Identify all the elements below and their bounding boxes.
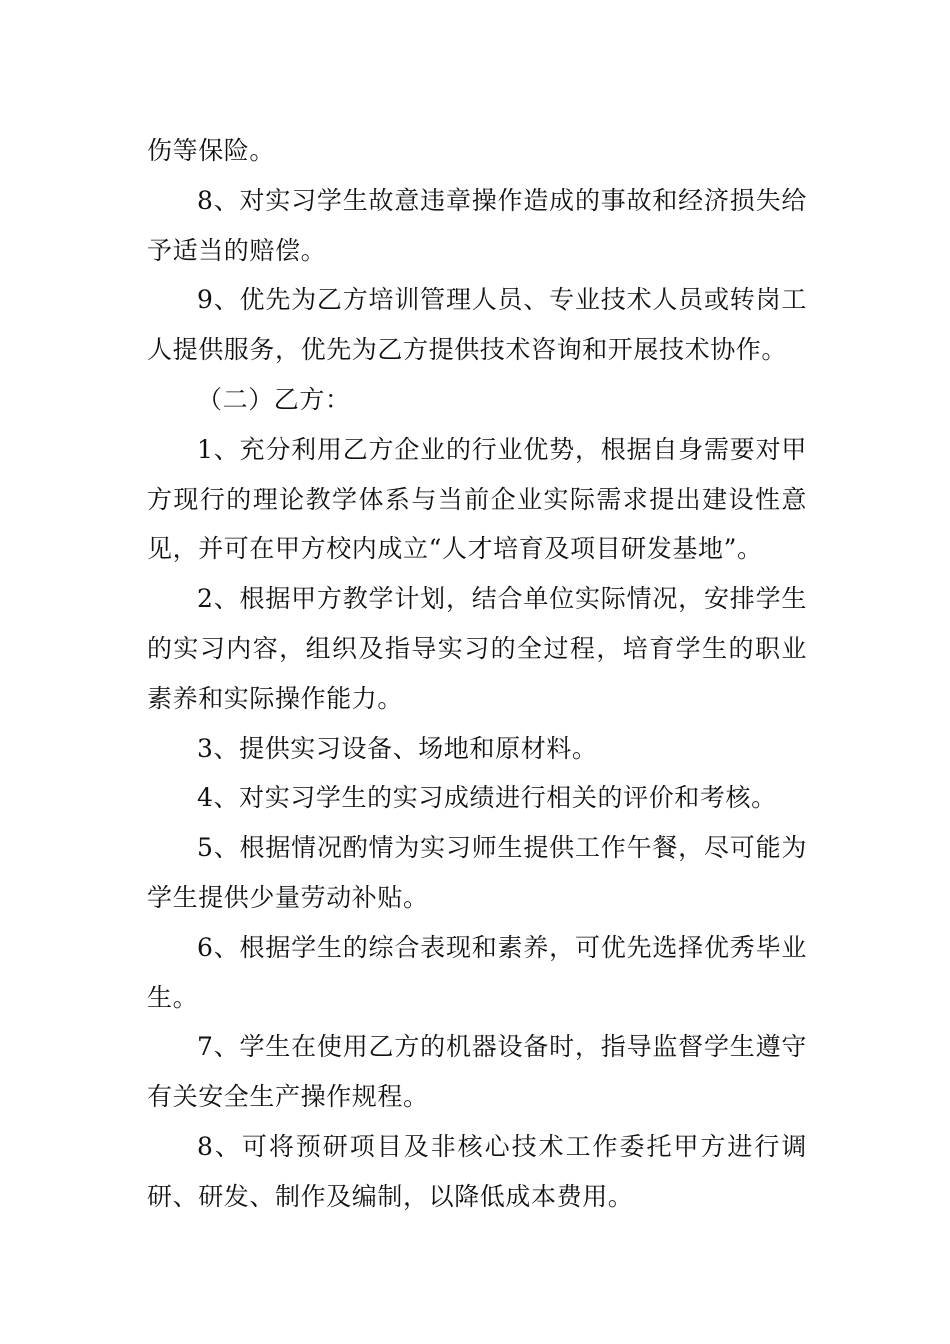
paragraph-party-b-item-6: 6、根据学生的综合表现和素养，可优先选择优秀毕业生。 bbox=[147, 932, 807, 1012]
paragraph-party-a-item-9: 9、优先为乙方培训管理人员、专业技术人员或转岗工人提供服务，优先为乙方提供技术咨询和开展技术协作。 bbox=[147, 285, 807, 365]
paragraph-insurance-end: 伤等保险。 bbox=[147, 136, 276, 165]
paragraph-party-b-item-8: 8、可将预研项目及非核心技术工作委托甲方进行调研、研发、制作及编制，以降低成本费用。 bbox=[147, 1131, 807, 1211]
paragraph-party-b-item-1: 1、充分利用乙方企业的行业优势，根据自身需要对甲方现行的理论教学体系与当前企业实际需求提出建设性意见，并可在甲方校内成立“人才培育及项目研发基地”。 bbox=[147, 434, 807, 564]
paragraph-party-b-item-2: 2、根据甲方教学计划，结合单位实际情况，安排学生的实习内容，组织及指导实习的全过程，培育学生的职业素养和实际操作能力。 bbox=[147, 584, 807, 713]
document-body bbox=[147, 126, 807, 1222]
paragraph-party-b-item-7: 7、学生在使用乙方的机器设备时，指导监督学生遵守有关安全生产操作规程。 bbox=[147, 1032, 807, 1112]
paragraph-party-b-item-5: 5、根据情况酌情为实习师生提供工作午餐，尽可能为学生提供少量劳动补贴。 bbox=[147, 833, 807, 912]
paragraph-party-a-item-8: 8、对实习学生故意违章操作造成的事故和经济损失给予适当的赔偿。 bbox=[147, 185, 807, 265]
paragraph-party-b-item-4: 4、对实习学生的实习成绩进行相关的评价和考核。 bbox=[197, 783, 777, 813]
section-heading-party-b: （二）乙方： bbox=[197, 384, 351, 414]
paragraph-party-b-item-3: 3、提供实习设备、场地和原材料。 bbox=[197, 733, 598, 763]
